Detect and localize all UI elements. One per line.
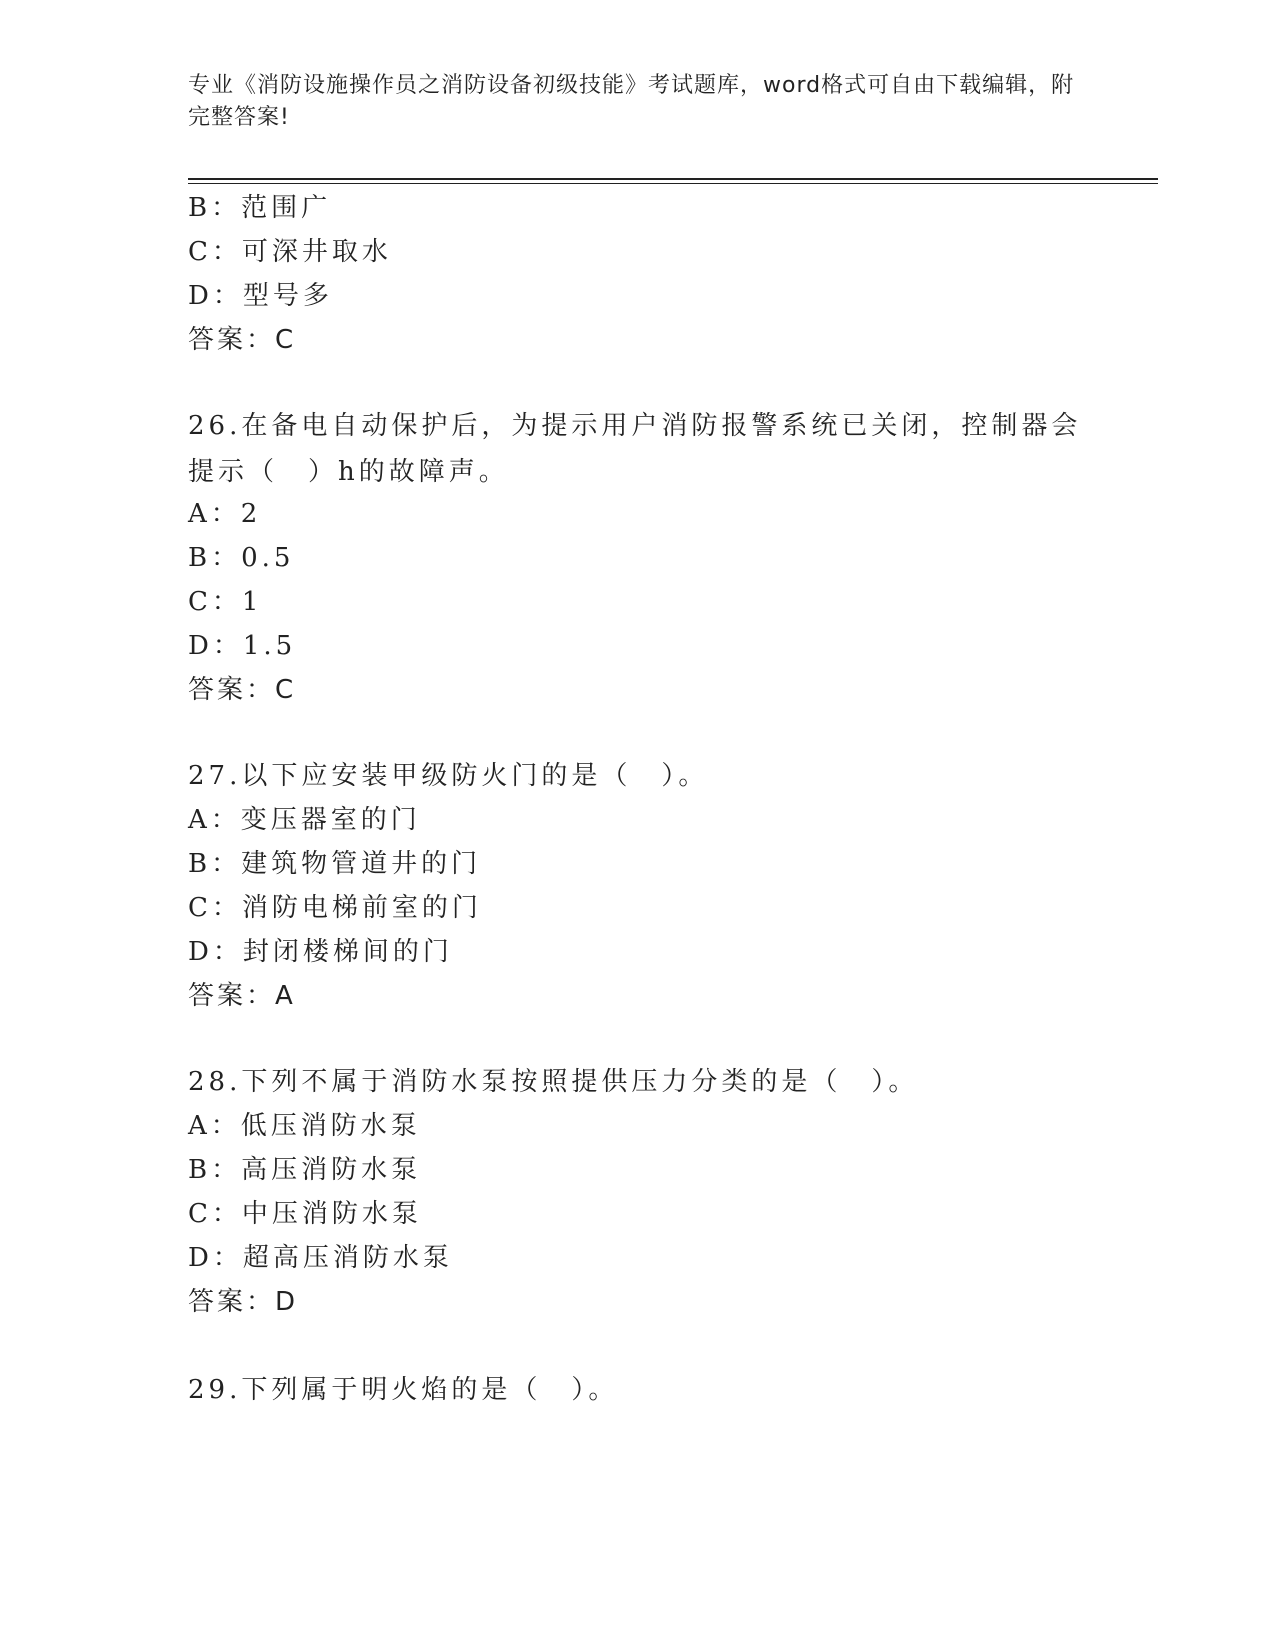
q25-option-d: D：型号多 bbox=[188, 281, 333, 311]
q27-question: 27.以下应安装甲级防火门的是（ ）。 bbox=[188, 761, 709, 791]
q26-option-c: C：1 bbox=[188, 587, 263, 617]
q28-option-b: B：高压消防水泵 bbox=[188, 1155, 422, 1185]
q27-option-c: C：消防电梯前室的门 bbox=[188, 893, 482, 923]
header-divider-thin bbox=[188, 183, 1158, 184]
q27-option-d: D：封闭楼梯间的门 bbox=[188, 937, 453, 967]
q27-option-a: A：变压器室的门 bbox=[188, 805, 421, 835]
q26-option-d: D：1.5 bbox=[188, 631, 297, 661]
q28-option-a: A：低压消防水泵 bbox=[188, 1111, 421, 1141]
q26-question: 26.在备电自动保护后，为提示用户消防报警系统已关闭，控制器会提示（ ）h的故障声。 bbox=[188, 411, 1082, 487]
q29-question: 29.下列属于明火焰的是（ ）。 bbox=[188, 1375, 619, 1405]
q28-option-d: D：超高压消防水泵 bbox=[188, 1243, 453, 1273]
header-divider-thick bbox=[188, 178, 1158, 180]
q25-answer: 答案：C bbox=[188, 325, 297, 355]
q27-option-b: B：建筑物管道井的门 bbox=[188, 849, 482, 879]
q25-option-c: C：可深井取水 bbox=[188, 237, 392, 267]
q28-option-c: C：中压消防水泵 bbox=[188, 1199, 422, 1229]
q28-answer: 答案：D bbox=[188, 1287, 299, 1317]
q25-option-b: B：范围广 bbox=[188, 193, 332, 223]
page-header: 专业《消防设施操作员之消防设备初级技能》考试题库，word格式可自由下载编辑，附完整答案! bbox=[188, 73, 1075, 130]
q26-option-a: A：2 bbox=[188, 499, 262, 529]
q28-question: 28.下列不属于消防水泵按照提供压力分类的是（ ）。 bbox=[188, 1067, 919, 1097]
q26-answer: 答案：C bbox=[188, 675, 297, 705]
q27-answer: 答案：A bbox=[188, 981, 296, 1011]
q26-option-b: B：0.5 bbox=[188, 543, 295, 573]
